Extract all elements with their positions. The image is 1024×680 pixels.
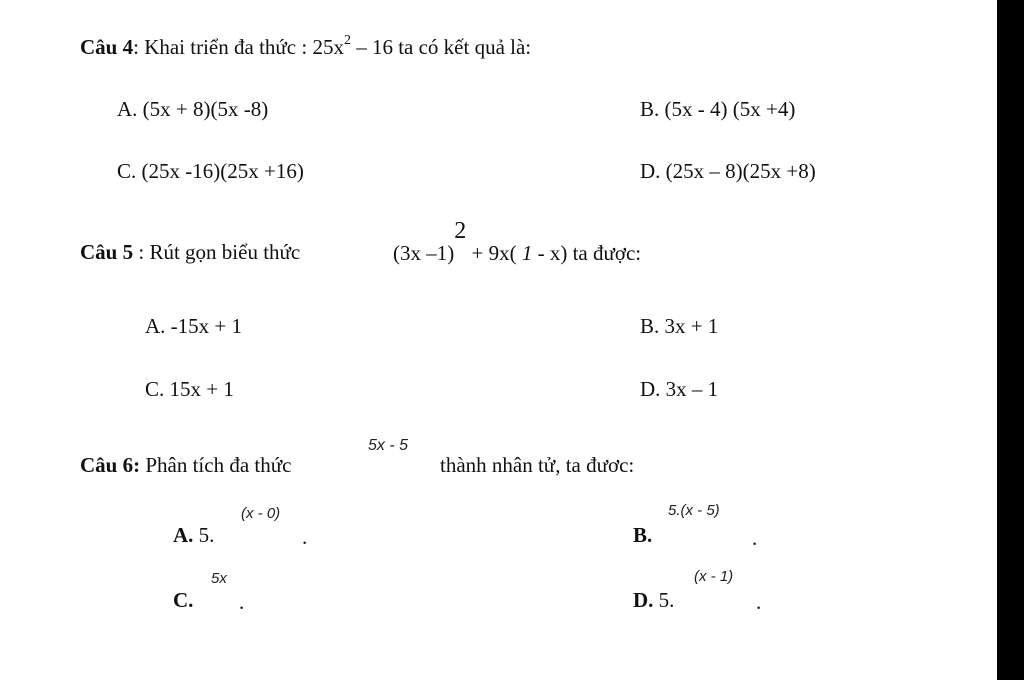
q5-heading: [80, 240, 300, 265]
q5-expression: [393, 218, 642, 267]
q6-option-d-label: D.: [633, 588, 654, 612]
q6-option-d-period: .: [756, 590, 762, 614]
q5-option-b: B. 3x + 1: [640, 314, 719, 338]
q5-option-c: C. 15x + 1: [145, 377, 234, 401]
q6-expr: 5x - 5: [368, 437, 409, 454]
q6-option-b-period: .: [752, 526, 758, 550]
q5-text: : Rút gọn biểu thức: [133, 240, 301, 264]
q4-expr-main: 25x: [312, 35, 344, 59]
q4-option-b: B. (5x - 4) (5x +4): [640, 97, 796, 121]
q4-option-c: C. (25x -16)(25x +16): [117, 159, 304, 183]
q6-option-c-expr: 5x: [211, 570, 227, 587]
q5-label: Câu 5: [80, 240, 134, 264]
q4-option-d: D. (25x – 8)(25x +8): [640, 159, 816, 183]
q6-option-a-expr: (x - 0): [241, 505, 281, 522]
q6-option-d-text: 5.: [653, 588, 675, 612]
q5-expr-exponent: 2: [454, 218, 467, 244]
q6-label: Câu 6:: [80, 453, 141, 477]
q5-expr-base: (3x –1): [393, 241, 455, 265]
q5-option-d: D. 3x – 1: [640, 377, 719, 401]
q4-heading: [80, 35, 531, 60]
q6-option-d-expr: (x - 1): [694, 568, 734, 585]
q6-option-c-label: C.: [173, 588, 194, 612]
q6-option-a-label: A.: [173, 523, 194, 547]
q4-label: Câu 4: [80, 35, 134, 59]
q5-option-a: A. -15x + 1: [145, 314, 243, 338]
q5-expr-rest-i: 1: [521, 241, 533, 265]
q6-heading: [80, 453, 291, 478]
q4-option-a: A. (5x + 8)(5x -8): [117, 97, 269, 121]
q6-option-c-period: .: [239, 590, 245, 614]
q6-option-a-period: .: [302, 525, 308, 549]
q6-option-a-text: 5.: [193, 523, 215, 547]
q6-option-b-label: B.: [633, 523, 653, 547]
q4-expr-exponent: 2: [343, 33, 351, 48]
q6-text: Phân tích đa thức: [140, 453, 292, 477]
q5-expr-rest-b: - x): [532, 241, 568, 265]
q5-expr-rest-a: + 9x(: [466, 241, 522, 265]
q4-expr-rest: – 16 ta có kết quả là:: [350, 35, 532, 59]
q6-option-d: [633, 588, 674, 613]
q4-text: : Khai triển đa thức :: [133, 35, 313, 59]
q6-option-a: [173, 523, 214, 548]
q6-text-after: thành nhân tử, ta đươc:: [440, 453, 635, 477]
q6-option-b-expr: 5.(x - 5): [668, 502, 720, 519]
q5-text-after: ta được:: [567, 241, 642, 265]
